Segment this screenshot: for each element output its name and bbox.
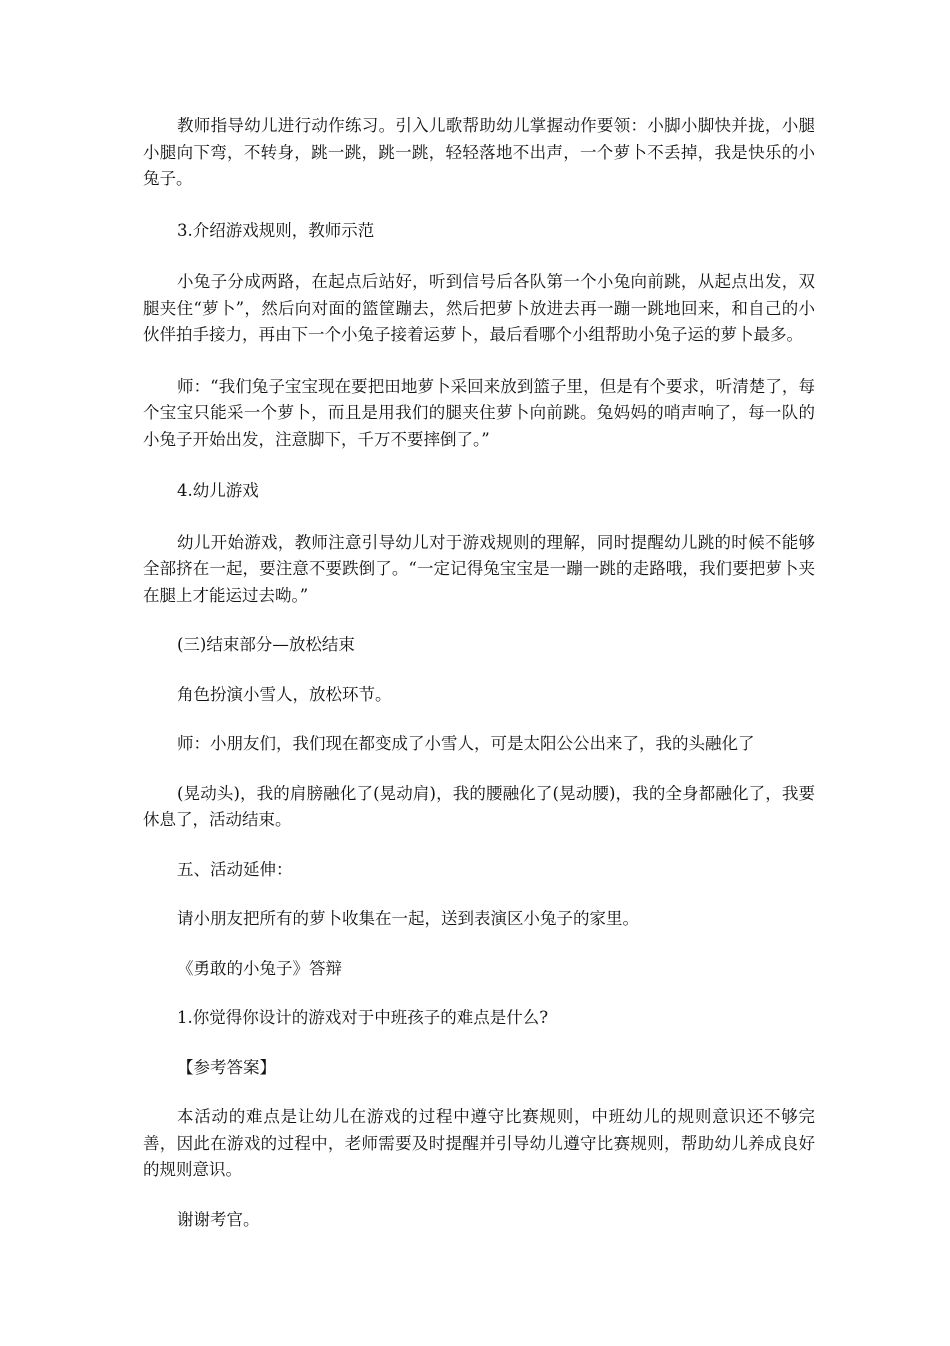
paragraph-snowman-roleplay: 角色扮演小雪人，放松环节。	[177, 684, 392, 704]
heading-activity-extension: 五、活动延伸：	[177, 859, 293, 879]
heading-game-rules: 3.介绍游戏规则，教师示范	[177, 220, 375, 240]
paragraph-teacher-snowman: 师：小朋友们，我们现在都变成了小雪人，可是太阳公公出来了，我的头融化了	[177, 734, 755, 753]
paragraph-collect-carrots: 请小朋友把所有的萝卜收集在一起，送到表演区小兔子的家里。	[177, 909, 639, 928]
question-difficulty: 1.你觉得你设计的游戏对于中班孩子的难点是什么?	[177, 1008, 549, 1027]
document-page	[143, 113, 815, 1233]
heading-ending-section: (三)结束部分—放松结束	[177, 635, 355, 654]
paragraph-action-practice: 教师指导幼儿进行动作练习。引入儿歌帮助幼儿掌握动作要领：小脚小脚快并拢，小腿小腿向下弯，不转身，跳一跳，跳一跳，轻轻落地不出声，一个萝卜不丢掉，我是快乐的小兔子。	[143, 116, 815, 188]
paragraph-melting-actions: (晃动头)，我的肩膀融化了(晃动肩)，我的腰融化了(晃动腰)，我的全身都融化了，我要休息了，活动结束。	[143, 783, 815, 829]
paragraph-game-guidance: 幼儿开始游戏，教师注意引导幼儿对于游戏规则的理解，同时提醒幼儿跳的时候不能够全部挤在一起，要注意不要跌倒了。“一定记得兔宝宝是一蹦一跳的走路哦，我们要把萝卜夹在腿上才能运过去呦。”	[143, 532, 815, 605]
heading-defense-title: 《勇敢的小兔子》答辩	[177, 958, 342, 978]
heading-children-game: 4.幼儿游戏	[177, 481, 259, 500]
heading-reference-answer: 【参考答案】	[177, 1057, 276, 1077]
paragraph-rules-description: 小兔子分成两路，在起点后站好，听到信号后各队第一个小兔向前跳，从起点出发，双腿夹住“萝卜”，然后向对面的篮筐蹦去，然后把萝卜放进去再一蹦一跳地回来，和自己的小伙伴拍手接力，再由下一个小兔子接着运萝卜，最后看哪个小组帮助小兔子运的萝卜最多。	[143, 272, 815, 344]
paragraph-teacher-instruction: 师：“我们兔子宝宝现在要把田地萝卜采回来放到篮子里，但是有个要求，听清楚了，每个宝宝只能采一个萝卜，而且是用我们的腿夹住萝卜向前跳。兔妈妈的哨声响了，每一队的小兔子开始出发，注意脚下，千万不要摔倒了。”	[143, 376, 815, 449]
paragraph-answer-text: 本活动的难点是让幼儿在游戏的过程中遵守比赛规则，中班幼儿的规则意识还不够完善，因此在游戏的过程中，老师需要及时提醒并引导幼儿遵守比赛规则，帮助幼儿养成良好的规则意识。	[143, 1107, 815, 1179]
paragraph-thanks: 谢谢考官。	[177, 1209, 260, 1229]
